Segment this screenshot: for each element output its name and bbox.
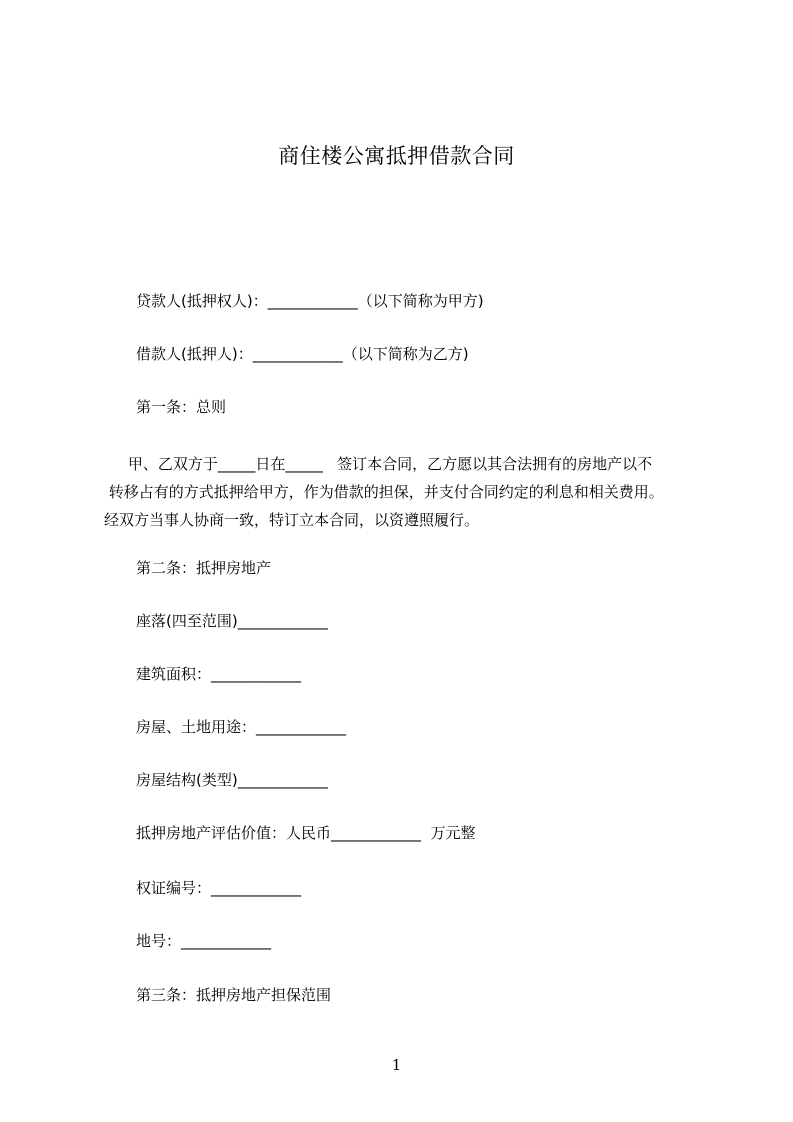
paragraph-line: 经双方当事人协商一致，特订立本合同，以资遵照履行。 — [104, 511, 480, 529]
article-1-paragraph — [104, 450, 714, 534]
valuation-line: 抵押房地产评估价值：人民币____________ 万元整 — [136, 824, 476, 842]
paragraph-line: 甲、乙双方于_____日在_____ 签订本合同，乙方愿以其合法拥有的房地产以不 — [104, 455, 653, 473]
page-number: 1 — [391, 1056, 402, 1074]
lot-number-line: 地号：____________ — [136, 932, 272, 950]
document-title: 商住楼公寓抵押借款合同 — [278, 144, 515, 168]
lender-line: 贷款人(抵押权人)：____________（以下简称为甲方) — [136, 292, 484, 310]
article-3-heading: 第三条：抵押房地产担保范围 — [136, 986, 332, 1004]
structure-line: 房屋结构(类型)____________ — [136, 771, 328, 789]
article-1-heading: 第一条：总则 — [136, 398, 227, 416]
building-area-line: 建筑面积：____________ — [136, 665, 302, 683]
borrower-line: 借款人(抵押人)：____________（以下简称为乙方) — [136, 345, 469, 363]
paragraph-line: 转移占有的方式抵押给甲方，作为借款的担保，并支付合同约定的利息和相关费用。 — [104, 483, 664, 501]
land-use-line: 房屋、土地用途：____________ — [136, 718, 347, 736]
article-2-heading: 第二条：抵押房地产 — [136, 559, 272, 577]
certificate-number-line: 权证编号：____________ — [136, 879, 302, 897]
location-line: 座落(四至范围)____________ — [136, 612, 328, 630]
